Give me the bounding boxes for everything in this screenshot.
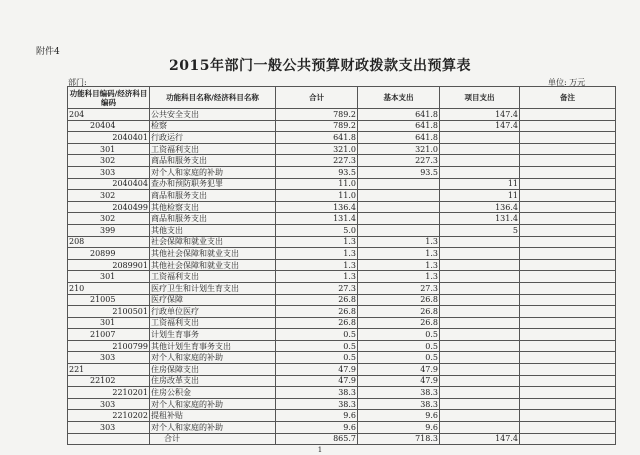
table-row xyxy=(68,201,616,213)
cell-total: 0.5 xyxy=(276,352,358,364)
cell-project xyxy=(440,236,520,248)
cell-basic xyxy=(358,178,440,190)
cell-total: 1.3 xyxy=(276,236,358,248)
table-row xyxy=(68,422,616,434)
cell-name: 对个人和家庭的补助 xyxy=(150,398,276,410)
cell-basic: 227.3 xyxy=(358,155,440,167)
cell-project: 147.4 xyxy=(440,109,520,121)
table-row xyxy=(68,143,616,155)
cell-code: 2210202 xyxy=(68,410,150,422)
cell-name: 工资福利支出 xyxy=(150,271,276,283)
cell-name: 医疗保障 xyxy=(150,294,276,306)
table-row xyxy=(68,271,616,283)
cell-total: 1.3 xyxy=(276,271,358,283)
cell-basic: 9.6 xyxy=(358,422,440,434)
cell-project xyxy=(440,306,520,318)
cell-code: 2040401 xyxy=(68,132,150,144)
cell-note xyxy=(520,317,616,329)
cell-name: 工资福利支出 xyxy=(150,143,276,155)
cell-total: 26.8 xyxy=(276,294,358,306)
table-row xyxy=(68,132,616,144)
table-row xyxy=(68,294,616,306)
cell-code: 20404 xyxy=(68,120,150,132)
cell-basic: 47.9 xyxy=(358,375,440,387)
department-label: 部门: xyxy=(68,78,87,87)
cell-note xyxy=(520,213,616,225)
cell-note xyxy=(520,155,616,167)
table-row xyxy=(68,190,616,202)
header-basic: 基本支出 xyxy=(358,87,440,109)
cell-basic xyxy=(358,213,440,225)
table-row xyxy=(68,387,616,399)
cell-basic: 0.5 xyxy=(358,340,440,352)
cell-project: 136.4 xyxy=(440,201,520,213)
cell-name: 对个人和家庭的补助 xyxy=(150,352,276,364)
cell-code: 20899 xyxy=(68,248,150,260)
cell-code: 301 xyxy=(68,143,150,155)
cell-note xyxy=(520,224,616,236)
table-row xyxy=(68,109,616,121)
cell-project xyxy=(440,155,520,167)
table-row xyxy=(68,329,616,341)
cell-code: 303 xyxy=(68,398,150,410)
cell-note xyxy=(520,132,616,144)
cell-total: 0.5 xyxy=(276,340,358,352)
cell-code: 2040404 xyxy=(68,178,150,190)
cell-basic: 38.3 xyxy=(358,387,440,399)
header-code: 功能科目编码/经济科目编码 xyxy=(68,87,150,109)
cell-project: 147.4 xyxy=(440,433,520,445)
cell-note xyxy=(520,306,616,318)
cell-code: 2210201 xyxy=(68,387,150,399)
cell-basic xyxy=(358,224,440,236)
cell-name: 对个人和家庭的补助 xyxy=(150,166,276,178)
cell-total: 789.2 xyxy=(276,109,358,121)
cell-total: 9.6 xyxy=(276,410,358,422)
cell-project xyxy=(440,422,520,434)
cell-note xyxy=(520,294,616,306)
cell-code: 204 xyxy=(68,109,150,121)
cell-name: 住房公积金 xyxy=(150,387,276,399)
table-row xyxy=(68,352,616,364)
cell-total: 93.5 xyxy=(276,166,358,178)
cell-note xyxy=(520,375,616,387)
cell-basic: 47.9 xyxy=(358,364,440,376)
unit-label: 单位: 万元 xyxy=(548,78,586,87)
cell-total: 38.3 xyxy=(276,387,358,399)
cell-project xyxy=(440,259,520,271)
cell-basic: 26.8 xyxy=(358,306,440,318)
cell-project xyxy=(440,340,520,352)
cell-project xyxy=(440,352,520,364)
cell-code: 303 xyxy=(68,422,150,434)
cell-basic: 26.8 xyxy=(358,317,440,329)
cell-basic: 1.3 xyxy=(358,271,440,283)
cell-basic: 26.8 xyxy=(358,294,440,306)
cell-name: 工资福利支出 xyxy=(150,317,276,329)
cell-total: 1.3 xyxy=(276,259,358,271)
cell-basic xyxy=(358,201,440,213)
cell-project xyxy=(440,282,520,294)
attachment-label: 附件4 xyxy=(36,47,60,57)
cell-code: 210 xyxy=(68,282,150,294)
cell-name: 医疗卫生和计划生育支出 xyxy=(150,282,276,294)
cell-total: 0.5 xyxy=(276,329,358,341)
cell-total: 47.9 xyxy=(276,375,358,387)
cell-code: 21007 xyxy=(68,329,150,341)
cell-note xyxy=(520,422,616,434)
header-name: 功能科目名称/经济科目名称 xyxy=(150,87,276,109)
cell-basic: 641.8 xyxy=(358,132,440,144)
cell-note xyxy=(520,410,616,422)
cell-code: 2100799 xyxy=(68,340,150,352)
cell-total: 38.3 xyxy=(276,398,358,410)
cell-basic: 0.5 xyxy=(358,352,440,364)
table-row xyxy=(68,282,616,294)
cell-basic: 0.5 xyxy=(358,329,440,341)
cell-project: 5 xyxy=(440,224,520,236)
table-row xyxy=(68,364,616,376)
table-row xyxy=(68,433,616,445)
table-row xyxy=(68,375,616,387)
cell-total: 26.8 xyxy=(276,306,358,318)
cell-code: 302 xyxy=(68,155,150,167)
cell-total: 5.0 xyxy=(276,224,358,236)
cell-project xyxy=(440,387,520,399)
cell-name: 其他社会保障和就业支出 xyxy=(150,259,276,271)
cell-name: 商品和服务支出 xyxy=(150,213,276,225)
cell-project: 11 xyxy=(440,190,520,202)
cell-code: 21005 xyxy=(68,294,150,306)
table-row xyxy=(68,120,616,132)
cell-name: 住房改革支出 xyxy=(150,375,276,387)
cell-name: 检察 xyxy=(150,120,276,132)
cell-name: 对个人和家庭的补助 xyxy=(150,422,276,434)
cell-name: 社会保障和就业支出 xyxy=(150,236,276,248)
cell-total: 136.4 xyxy=(276,201,358,213)
table-row xyxy=(68,317,616,329)
cell-code xyxy=(68,433,150,445)
cell-note xyxy=(520,387,616,399)
cell-code: 2040499 xyxy=(68,201,150,213)
cell-note xyxy=(520,236,616,248)
cell-name: 其他支出 xyxy=(150,224,276,236)
cell-total: 321.0 xyxy=(276,143,358,155)
cell-basic: 9.6 xyxy=(358,410,440,422)
cell-code: 301 xyxy=(68,271,150,283)
cell-name: 合计 xyxy=(150,433,276,445)
cell-name: 其他检察支出 xyxy=(150,201,276,213)
table-row xyxy=(68,155,616,167)
cell-note xyxy=(520,433,616,445)
cell-code: 303 xyxy=(68,352,150,364)
cell-code: 302 xyxy=(68,190,150,202)
cell-code: 303 xyxy=(68,166,150,178)
cell-total: 227.3 xyxy=(276,155,358,167)
cell-project xyxy=(440,166,520,178)
cell-basic xyxy=(358,190,440,202)
cell-total: 131.4 xyxy=(276,213,358,225)
cell-project xyxy=(440,248,520,260)
cell-basic: 27.3 xyxy=(358,282,440,294)
cell-total: 11.0 xyxy=(276,190,358,202)
cell-name: 计划生育事务 xyxy=(150,329,276,341)
table-row xyxy=(68,213,616,225)
cell-basic: 1.3 xyxy=(358,236,440,248)
table-row xyxy=(68,248,616,260)
cell-note xyxy=(520,248,616,260)
cell-total: 27.3 xyxy=(276,282,358,294)
cell-total: 11.0 xyxy=(276,178,358,190)
table-row xyxy=(68,398,616,410)
cell-note xyxy=(520,109,616,121)
cell-name: 商品和服务支出 xyxy=(150,190,276,202)
cell-note xyxy=(520,143,616,155)
cell-note xyxy=(520,259,616,271)
cell-total: 9.6 xyxy=(276,422,358,434)
table-row xyxy=(68,166,616,178)
page-title: 2015年部门一般公共预算财政拨款支出预算表 xyxy=(169,58,471,74)
cell-total: 1.3 xyxy=(276,248,358,260)
cell-code: 399 xyxy=(68,224,150,236)
cell-project xyxy=(440,410,520,422)
cell-code: 22102 xyxy=(68,375,150,387)
cell-project xyxy=(440,294,520,306)
header-project: 项目支出 xyxy=(440,87,520,109)
cell-note xyxy=(520,282,616,294)
cell-name: 住房保障支出 xyxy=(150,364,276,376)
cell-note xyxy=(520,190,616,202)
cell-note xyxy=(520,178,616,190)
cell-code: 2089901 xyxy=(68,259,150,271)
cell-name: 其他社会保障和就业支出 xyxy=(150,248,276,260)
cell-project xyxy=(440,375,520,387)
cell-basic: 93.5 xyxy=(358,166,440,178)
cell-note xyxy=(520,398,616,410)
cell-note xyxy=(520,166,616,178)
cell-name: 查办和预防职务犯罪 xyxy=(150,178,276,190)
cell-project: 11 xyxy=(440,178,520,190)
cell-code: 2100501 xyxy=(68,306,150,318)
cell-total: 26.8 xyxy=(276,317,358,329)
table-row xyxy=(68,224,616,236)
cell-project xyxy=(440,398,520,410)
cell-basic: 1.3 xyxy=(358,259,440,271)
cell-name: 商品和服务支出 xyxy=(150,155,276,167)
cell-basic: 641.8 xyxy=(358,109,440,121)
table-row xyxy=(68,410,616,422)
cell-total: 865.7 xyxy=(276,433,358,445)
cell-total: 641.8 xyxy=(276,132,358,144)
table-row xyxy=(68,259,616,271)
cell-project: 131.4 xyxy=(440,213,520,225)
cell-note xyxy=(520,201,616,213)
table-header-row xyxy=(68,87,616,109)
page-number: 1 xyxy=(317,446,323,454)
cell-total: 47.9 xyxy=(276,364,358,376)
cell-code: 208 xyxy=(68,236,150,248)
cell-basic: 38.3 xyxy=(358,398,440,410)
cell-project xyxy=(440,364,520,376)
cell-project xyxy=(440,271,520,283)
cell-basic: 718.3 xyxy=(358,433,440,445)
cell-code: 221 xyxy=(68,364,150,376)
table-row xyxy=(68,340,616,352)
cell-name: 行政单位医疗 xyxy=(150,306,276,318)
cell-name: 其他计划生育事务支出 xyxy=(150,340,276,352)
cell-project: 147.4 xyxy=(440,120,520,132)
cell-code: 301 xyxy=(68,317,150,329)
header-note: 备注 xyxy=(520,87,616,109)
cell-note xyxy=(520,364,616,376)
cell-name: 提租补贴 xyxy=(150,410,276,422)
cell-note xyxy=(520,120,616,132)
cell-note xyxy=(520,271,616,283)
cell-basic: 1.3 xyxy=(358,248,440,260)
cell-project xyxy=(440,317,520,329)
cell-note xyxy=(520,329,616,341)
cell-name: 公共安全支出 xyxy=(150,109,276,121)
cell-project xyxy=(440,143,520,155)
table-row xyxy=(68,178,616,190)
cell-project xyxy=(440,132,520,144)
header-total: 合计 xyxy=(276,87,358,109)
cell-project xyxy=(440,329,520,341)
cell-basic: 641.8 xyxy=(358,120,440,132)
cell-name: 行政运行 xyxy=(150,132,276,144)
cell-basic: 321.0 xyxy=(358,143,440,155)
cell-note xyxy=(520,340,616,352)
table-row xyxy=(68,236,616,248)
table-row xyxy=(68,306,616,318)
cell-note xyxy=(520,352,616,364)
budget-table xyxy=(67,86,616,445)
cell-total: 789.2 xyxy=(276,120,358,132)
cell-code: 302 xyxy=(68,213,150,225)
